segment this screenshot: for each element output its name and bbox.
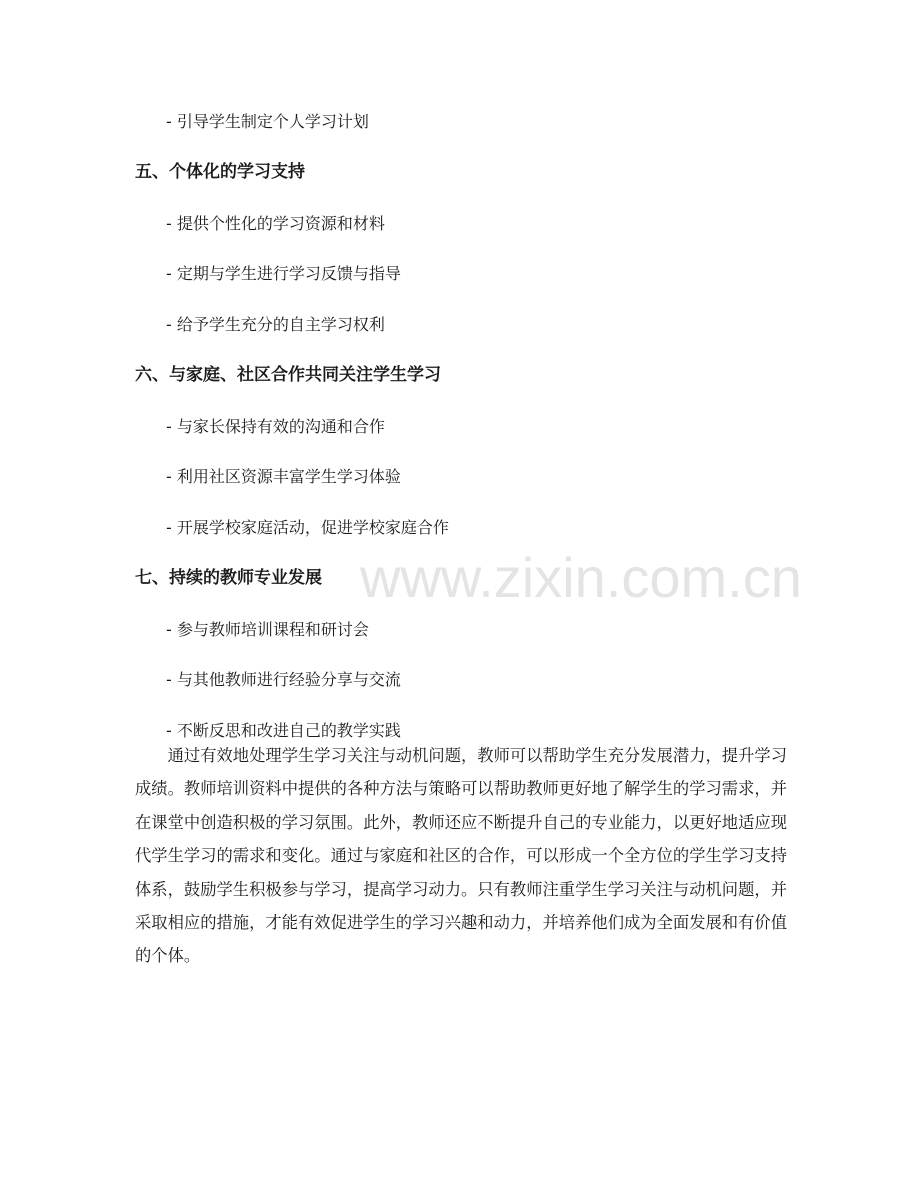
list-item: - 开展学校家庭活动，促进学校家庭合作	[166, 518, 449, 537]
list-item: - 与家长保持有效的沟通和合作	[166, 417, 385, 436]
list-item: - 引导学生制定个人学习计划	[166, 112, 369, 131]
list-item: - 给予学生充分的自主学习权利	[166, 315, 385, 334]
list-item: - 提供个性化的学习资源和材料	[166, 214, 385, 233]
section-heading-7: 七、持续的教师专业发展	[135, 568, 322, 588]
watermark: www.zixin.com.cn	[360, 546, 802, 609]
list-item: - 利用社区资源丰富学生学习体验	[166, 467, 401, 486]
list-item: - 参与教师培训课程和研讨会	[166, 620, 369, 639]
list-item: - 定期与学生进行学习反馈与指导	[166, 264, 401, 283]
list-item: - 不断反思和改进自己的教学实践	[166, 721, 401, 740]
section-heading-5: 五、个体化的学习支持	[135, 162, 305, 182]
conclusion-paragraph: 通过有效地处理学生学习关注与动机问题，教师可以帮助学生充分发展潜力，提升学习成绩。教师培训资料中提供的各种方法与策略可以帮助教师更好地了解学生的学习需求，并在课堂中创造积极的学习氛围。此外，教师还应不断提升自己的专业能力，以更好地适应现代学生学习的需求和变化。通过与家庭和社区的合作，可以形成一个全方位的学生学习支持体系，鼓励学生积极参与学习，提高学习动力。只有教师注重学生学习关注与动机问题，并采取相应的措施，才能有效促进学生的学习兴趣和动力，并培养他们成为全面发展和有价值的个体。	[135, 746, 787, 966]
section-heading-6: 六、与家庭、社区合作共同关注学生学习	[135, 365, 441, 385]
list-item: - 与其他教师进行经验分享与交流	[166, 670, 401, 689]
